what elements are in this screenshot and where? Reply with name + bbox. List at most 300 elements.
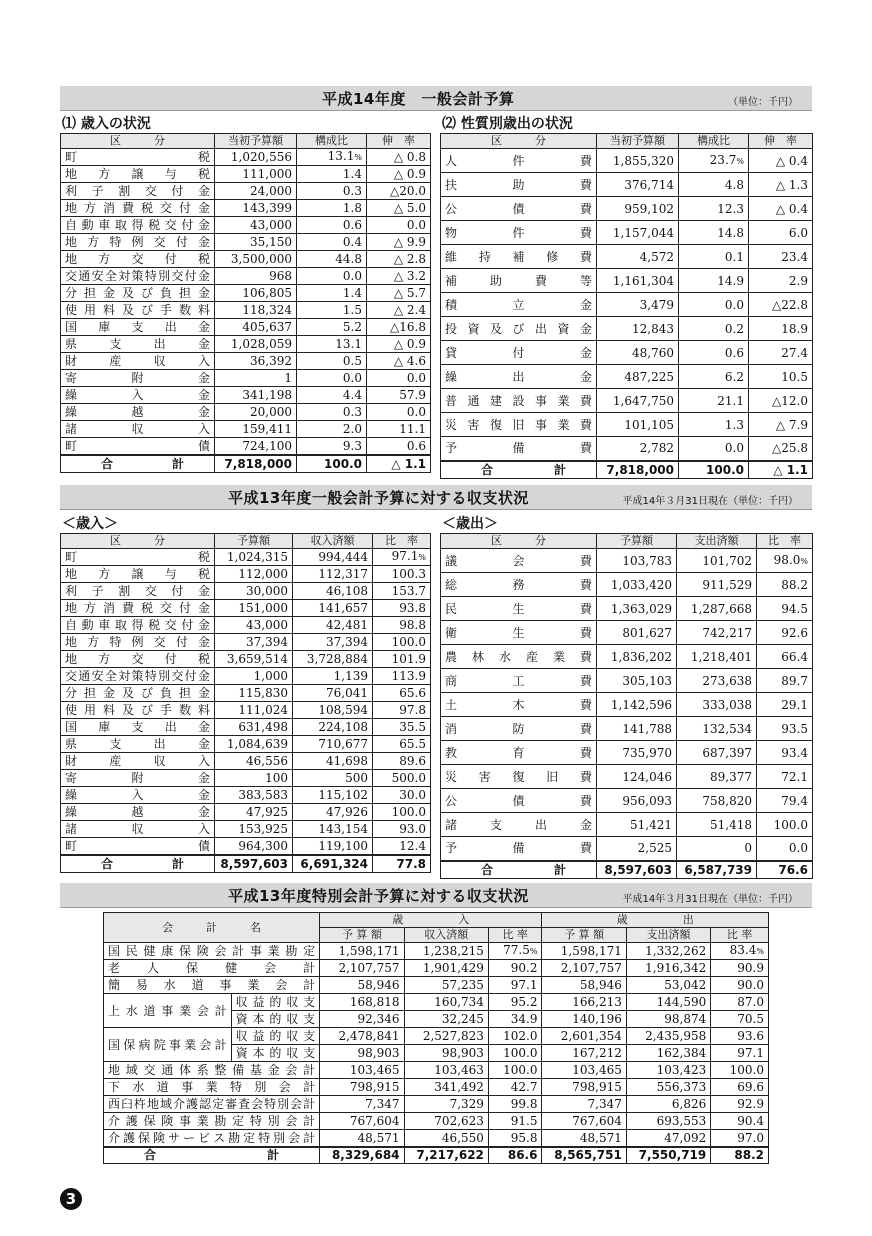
cell-value	[597, 317, 679, 341]
cell-value	[757, 549, 813, 573]
label-text: 町税	[65, 150, 210, 164]
cell-value	[404, 1096, 488, 1113]
cell-value	[367, 404, 431, 421]
value-text: 57,235	[441, 978, 484, 992]
cell-value	[597, 221, 679, 245]
value-text: 2,107,757	[560, 961, 622, 975]
label-text: 繰出金	[445, 369, 592, 384]
label-text: 投資及び出資金	[445, 321, 592, 336]
value-text: △ 0.4	[775, 201, 808, 216]
row-label	[61, 353, 215, 370]
table-row	[61, 838, 431, 855]
cell-value	[215, 404, 297, 421]
table-row	[441, 789, 813, 813]
cell-value	[297, 336, 367, 353]
row-label	[441, 693, 597, 717]
label-text: 交通安全対策特別交付金	[65, 269, 210, 283]
value-text: 88.2	[781, 577, 808, 592]
value-text: 2.9	[788, 273, 808, 288]
cell-value	[597, 149, 679, 173]
cell-value	[404, 1045, 488, 1062]
cell-value	[297, 234, 367, 251]
value-text: 1,084,639	[226, 737, 288, 751]
value-text: △ 3.2	[393, 269, 426, 283]
value-text: 305,103	[622, 673, 672, 688]
cell-value	[488, 1011, 542, 1028]
cell-value	[679, 221, 749, 245]
row-label	[61, 549, 215, 566]
value-text: 41,698	[326, 754, 368, 768]
special-subheader: 予 算 額	[542, 928, 626, 943]
table-row	[61, 200, 431, 217]
cell-value	[373, 736, 431, 753]
cell-value	[215, 200, 297, 217]
row-label	[61, 583, 215, 600]
cell-value	[320, 1130, 404, 1147]
value-text: 20,000	[250, 405, 292, 419]
cell-value	[597, 437, 679, 461]
value-text: 66.4	[781, 649, 808, 664]
header-row	[61, 534, 431, 549]
cell-value	[597, 669, 677, 693]
cell-value	[373, 583, 431, 600]
cell-value	[215, 549, 293, 566]
cell-value	[215, 217, 297, 234]
row-label	[441, 669, 597, 693]
value-text: 100.0	[729, 1063, 764, 1077]
row-label	[61, 217, 215, 234]
row-label	[61, 600, 215, 617]
row-label	[231, 1045, 320, 1062]
cell-value	[373, 719, 431, 736]
value-text: 2,478,841	[338, 1029, 400, 1043]
label-text: 財産収入	[65, 354, 210, 368]
cell-value	[297, 200, 367, 217]
value-text: 7,329	[449, 1097, 484, 1111]
label-text: 議会費	[445, 553, 592, 568]
table-row	[441, 269, 813, 293]
table-row	[61, 702, 431, 719]
cell-value	[679, 173, 749, 197]
row-label	[61, 149, 215, 166]
value-text: 0.0	[788, 841, 808, 856]
value-text: 8,565,751	[554, 1148, 622, 1163]
row-label	[61, 455, 215, 473]
row-label	[441, 645, 597, 669]
label-text: 資本的収支	[235, 1012, 316, 1026]
label-text: 国民健康保険会計事業勘定	[108, 944, 316, 958]
value-text: 48,760	[632, 345, 674, 360]
value-text: 32,245	[441, 1012, 484, 1026]
table-row	[441, 341, 813, 365]
value-text: 27.4	[781, 345, 808, 360]
column-header: 支出済額	[677, 534, 757, 549]
label-text: 繰越金	[65, 805, 210, 819]
value-text: △ 0.9	[393, 167, 426, 181]
header-row	[61, 134, 431, 149]
cell-value	[297, 319, 367, 336]
table-row	[441, 317, 813, 341]
label-text: 町債	[65, 838, 210, 853]
row-label	[104, 1147, 320, 1164]
table-row	[441, 293, 813, 317]
cell-value	[297, 370, 367, 387]
label-text: 諸支出金	[445, 817, 592, 832]
value-text: 0.0	[724, 441, 744, 456]
value-text: △ 1.3	[775, 177, 808, 192]
cell-value	[542, 1096, 626, 1113]
row-label	[441, 245, 597, 269]
value-text: 1,916,342	[645, 961, 707, 975]
cell-value	[215, 685, 293, 702]
cell-value	[373, 566, 431, 583]
value-text: 46,556	[246, 754, 288, 768]
value-text: 383,583	[238, 788, 288, 802]
value-text: 51,418	[710, 817, 752, 832]
cell-value	[404, 943, 488, 960]
row-label	[441, 573, 597, 597]
row-label	[61, 251, 215, 268]
cell-value	[597, 621, 677, 645]
cell-value	[488, 1130, 542, 1147]
cell-value	[749, 173, 813, 197]
value-text: 98,903	[357, 1046, 400, 1060]
row-label	[441, 317, 597, 341]
label-text: 合 計	[101, 856, 184, 871]
cell-value	[293, 838, 373, 855]
value-text: △ 9.9	[393, 235, 426, 249]
table-row	[61, 336, 431, 353]
cell-value	[679, 461, 749, 479]
value-text: 12,843	[632, 321, 674, 336]
row-label	[61, 319, 215, 336]
cell-value	[404, 1028, 488, 1045]
column-header: 区 分	[61, 534, 215, 549]
cell-value	[749, 293, 813, 317]
value-text: 100.0	[391, 805, 426, 819]
label-text: 農林水産業費	[445, 649, 592, 664]
cell-value	[711, 1147, 769, 1164]
value-text: 167,212	[572, 1046, 622, 1060]
label-text: 下水道事業特別会計	[108, 1080, 316, 1094]
cell-value	[488, 1113, 542, 1130]
value-text: 1,287,668	[690, 601, 752, 616]
value-text: 115,102	[318, 788, 368, 802]
value-text: 2,435,958	[645, 1029, 707, 1043]
cell-value	[626, 1096, 710, 1113]
row-label	[441, 717, 597, 741]
cell-value	[373, 838, 431, 855]
cell-value	[320, 943, 404, 960]
cell-value	[679, 149, 749, 173]
cell-value	[597, 413, 679, 437]
cell-value	[542, 1062, 626, 1079]
label-text: 補助費等	[445, 273, 592, 288]
cell-value	[597, 293, 679, 317]
cell-value	[679, 437, 749, 461]
cell-value	[626, 1011, 710, 1028]
cell-value	[488, 1147, 542, 1164]
cell-value	[404, 1130, 488, 1147]
cell-value	[293, 685, 373, 702]
value-text: 8,597,603	[604, 862, 672, 877]
label-text: 商工費	[445, 673, 592, 688]
column-header: 構成比	[297, 134, 367, 149]
value-text: 132,534	[702, 721, 752, 736]
cell-value	[367, 183, 431, 200]
value-text: 2.0	[342, 422, 362, 436]
value-text: 742,217	[702, 625, 752, 640]
table-row	[61, 566, 431, 583]
table-row	[61, 736, 431, 753]
row-label	[104, 1130, 320, 1147]
cell-value	[373, 634, 431, 651]
value-text: 2,525	[637, 841, 672, 856]
value-text: 13.1	[335, 337, 362, 351]
value-text: 72.1	[781, 769, 808, 784]
value-text: 18.9	[781, 321, 808, 336]
row-label	[441, 437, 597, 461]
value-text: 1,028,059	[230, 337, 292, 351]
label-text: 町債	[65, 438, 210, 453]
value-text: 556,373	[656, 1080, 707, 1094]
value-text: 89.6	[399, 754, 426, 768]
cell-value	[293, 668, 373, 685]
value-text: 106,805	[242, 286, 292, 300]
value-text: 801,627	[622, 625, 672, 640]
value-text: 98.8	[399, 618, 426, 632]
label-text: 繰入金	[65, 388, 210, 402]
cell-value	[542, 1011, 626, 1028]
value-text: △ 4.6	[393, 354, 426, 368]
total-row	[441, 861, 813, 879]
cell-value	[757, 573, 813, 597]
value-text: 124,046	[622, 769, 672, 784]
cell-value	[711, 943, 769, 960]
cell-value	[373, 600, 431, 617]
cell-value	[677, 573, 757, 597]
value-text: 1,157,044	[612, 225, 674, 240]
value-text: 5.2	[342, 320, 362, 334]
cell-value	[749, 389, 813, 413]
cell-value	[597, 341, 679, 365]
cell-value	[542, 943, 626, 960]
row-label	[441, 413, 597, 437]
cell-value	[215, 421, 297, 438]
value-text: △ 7.9	[775, 417, 808, 432]
value-text: 7,217,622	[416, 1148, 484, 1163]
cell-value	[293, 821, 373, 838]
cell-value	[367, 387, 431, 404]
value-text: 758,820	[702, 793, 752, 808]
cell-value	[373, 804, 431, 821]
cell-value	[215, 234, 297, 251]
cell-value	[677, 669, 757, 693]
value-text: 93.6	[737, 1029, 764, 1043]
value-text: 273,638	[702, 673, 752, 688]
label-text: 地方交付税	[65, 652, 210, 666]
value-text: 51,421	[630, 817, 672, 832]
cell-value	[749, 413, 813, 437]
cell-value	[757, 765, 813, 789]
value-text: 12.4	[399, 838, 426, 853]
value-text: 1,647,750	[612, 393, 674, 408]
cell-value	[597, 837, 677, 861]
cell-value	[367, 217, 431, 234]
value-text: 0.4	[342, 235, 362, 249]
table-row	[61, 600, 431, 617]
table-row	[61, 753, 431, 770]
value-text: 29.1	[781, 697, 808, 712]
value-text: 687,397	[702, 745, 752, 760]
value-text: 37,394	[246, 635, 288, 649]
label-text: 災害復旧費	[445, 769, 592, 784]
cell-value	[711, 994, 769, 1011]
value-text: 93.8	[399, 601, 426, 615]
value-text: 159,411	[242, 422, 292, 436]
value-text: 500.0	[391, 771, 426, 785]
cell-value	[215, 455, 297, 473]
table-row	[61, 217, 431, 234]
cell-value	[320, 1062, 404, 1079]
label-text: 衛生費	[445, 625, 592, 640]
value-text: 95.2	[510, 995, 538, 1009]
cell-value	[404, 1011, 488, 1028]
label-text: 土木費	[445, 697, 592, 712]
value-text: 44.8	[335, 252, 362, 266]
cell-value	[749, 365, 813, 389]
cell-value	[597, 717, 677, 741]
cell-value	[626, 1062, 710, 1079]
cell-value	[373, 668, 431, 685]
cell-value	[626, 994, 710, 1011]
table-row	[61, 787, 431, 804]
value-text: 48,571	[579, 1130, 622, 1145]
cell-value	[373, 787, 431, 804]
cell-value	[215, 770, 293, 787]
table-row	[61, 617, 431, 634]
table-row	[61, 387, 431, 404]
value-text: 0.6	[342, 218, 362, 232]
row-label	[441, 293, 597, 317]
cell-value	[749, 245, 813, 269]
expend-heading: ⑵ 性質別歳出の状況	[442, 116, 573, 132]
settle-revenue-table	[60, 533, 431, 873]
cell-value	[373, 651, 431, 668]
row-label	[61, 838, 215, 855]
cell-value	[542, 1045, 626, 1062]
cell-value	[215, 821, 293, 838]
value-text: 702,623	[434, 1114, 484, 1128]
special-subheader: 比 率	[711, 928, 769, 943]
cell-value	[757, 645, 813, 669]
table-row	[61, 634, 431, 651]
label-text: 地方消費税交付金	[65, 601, 210, 615]
value-text: 1,020,556	[230, 150, 292, 164]
cell-value	[320, 960, 404, 977]
value-text: 35,150	[250, 235, 292, 249]
cell-value	[626, 1113, 710, 1130]
cell-value	[626, 1045, 710, 1062]
value-text: △ 0.8	[393, 150, 426, 164]
cell-value	[626, 1130, 710, 1147]
value-text: 6,587,739	[684, 862, 752, 877]
value-text: 47,926	[326, 805, 368, 819]
table-row	[61, 302, 431, 319]
cell-value	[711, 1045, 769, 1062]
value-text: 1,033,420	[610, 577, 672, 592]
row-label	[61, 200, 215, 217]
table-row	[61, 821, 431, 838]
value-text: 1.4	[342, 167, 362, 181]
label-text: 収益的収支	[235, 995, 316, 1009]
label-text: 地方消費税交付金	[65, 201, 210, 215]
value-text: 97.1	[737, 1046, 764, 1060]
cell-value	[297, 217, 367, 234]
value-text: 0.1	[724, 249, 744, 264]
label-text: 普通建設事業費	[445, 393, 592, 408]
cell-value	[297, 438, 367, 455]
value-text: 83.4	[729, 943, 757, 957]
row-label	[61, 617, 215, 634]
cell-value	[215, 753, 293, 770]
value-text: 13.1	[327, 149, 355, 163]
value-text: 14.9	[717, 273, 744, 288]
value-text: △ 5.0	[393, 201, 426, 215]
cell-value	[679, 197, 749, 221]
value-text: 631,498	[238, 720, 288, 734]
cell-value	[293, 600, 373, 617]
row-label	[441, 461, 597, 479]
row-label	[441, 549, 597, 573]
cell-value	[373, 770, 431, 787]
cell-value	[488, 943, 542, 960]
value-text: 1,855,320	[612, 153, 674, 168]
value-text: 111,024	[238, 703, 288, 717]
value-text: 57.9	[399, 388, 426, 402]
table-row	[61, 719, 431, 736]
total-row	[441, 461, 813, 479]
value-text: 48,571	[357, 1130, 400, 1145]
table-row	[104, 994, 769, 1011]
value-text: 0.0	[724, 297, 744, 312]
cell-value	[320, 1113, 404, 1130]
cell-value	[215, 702, 293, 719]
value-text: 100.0	[503, 1063, 538, 1077]
label-text: 寄附金	[65, 771, 210, 785]
cell-value	[367, 370, 431, 387]
row-label	[441, 621, 597, 645]
cell-value	[215, 600, 293, 617]
value-text: 141,657	[318, 601, 368, 615]
special-header-name: 会 計 名	[104, 913, 320, 943]
cell-value	[297, 302, 367, 319]
row-label	[231, 994, 320, 1011]
cell-value	[215, 617, 293, 634]
value-text: 4,572	[639, 249, 674, 264]
value-text: 90.2	[510, 961, 538, 975]
value-text: 0.5	[342, 354, 362, 368]
value-text: 1,363,029	[610, 601, 672, 616]
value-text: 341,492	[434, 1080, 484, 1094]
total-row	[61, 855, 431, 873]
value-text: 58,946	[357, 978, 400, 992]
cell-value	[757, 597, 813, 621]
value-text: 70.5	[737, 1012, 764, 1026]
row-label	[104, 1079, 320, 1096]
label-text: 上水道事業会計	[108, 1003, 227, 1018]
cell-value	[749, 437, 813, 461]
